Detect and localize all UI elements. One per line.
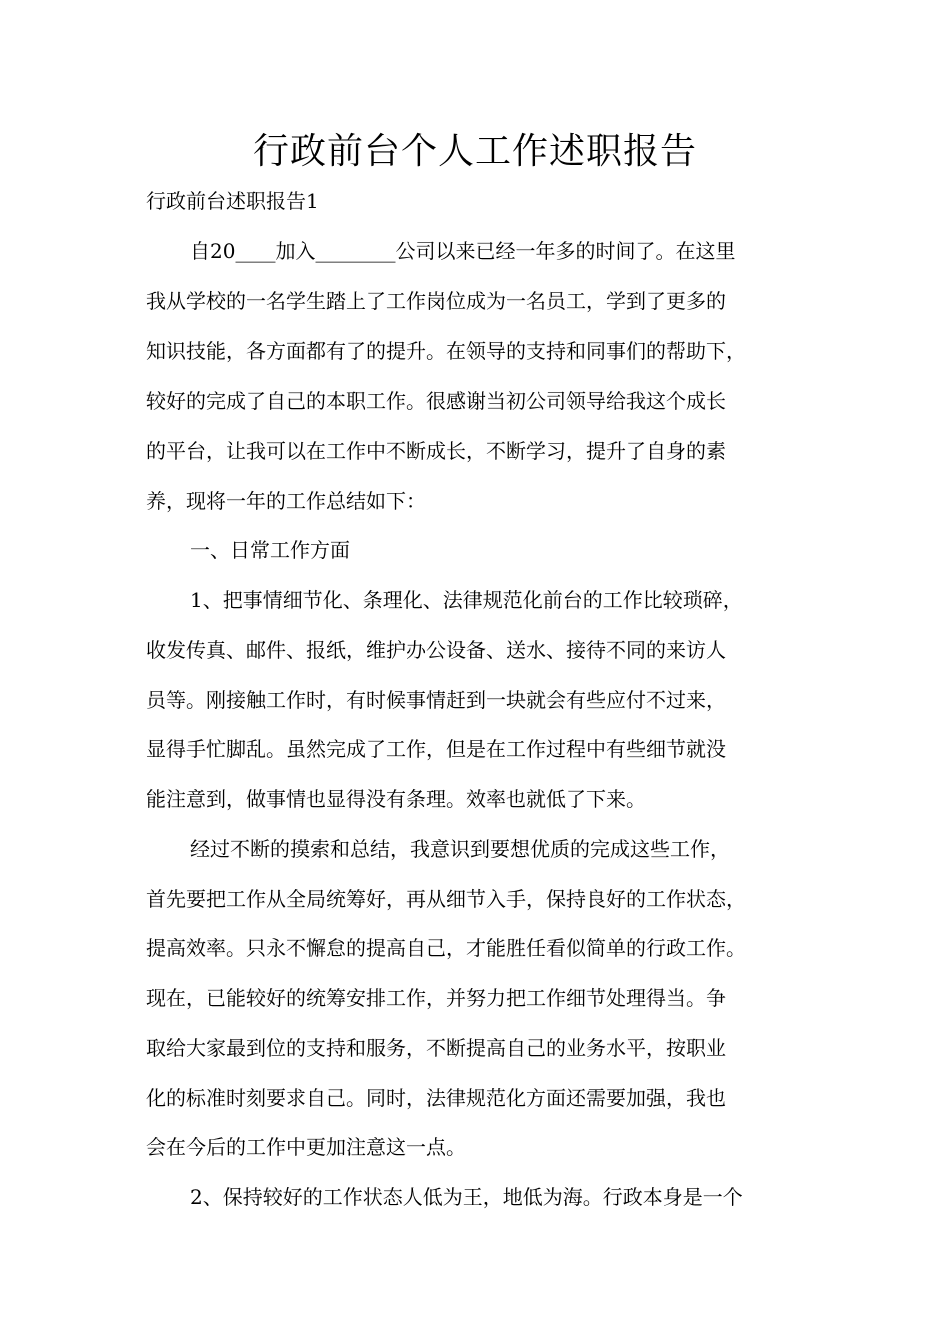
- section-heading: 一、日常工作方面: [190, 538, 350, 562]
- text-line: 的平台，让我可以在工作中不断成长，不断学习，提升了自身的素: [146, 439, 726, 463]
- text-line: 能注意到，做事情也显得没有条理。效率也就低了下来。: [146, 787, 646, 811]
- text-line: 知识技能，各方面都有了的提升。在领导的支持和同事们的帮助下，: [146, 339, 746, 363]
- text-line: 收发传真、邮件、报纸，维护办公设备、送水、接待不同的来访人: [146, 638, 726, 662]
- text-line: 显得手忙脚乱。虽然完成了工作，但是在工作过程中有些细节就没: [146, 737, 726, 761]
- text-line: 会在今后的工作中更加注意这一点。: [146, 1135, 466, 1159]
- text-line: 取给大家最到位的支持和服务，不断提高自己的业务水平，按职业: [146, 1036, 726, 1060]
- document-title: 行政前台个人工作述职报告: [252, 131, 697, 172]
- text-line: 自20____加入________公司以来已经一年多的时间了。在这里: [190, 239, 736, 263]
- text-line: 较好的完成了自己的本职工作。很感谢当初公司领导给我这个成长: [146, 389, 726, 413]
- text-line: 2、保持较好的工作状态人低为王，地低为海。行政本身是一个: [190, 1185, 743, 1209]
- text-line: 首先要把工作从全局统筹好，再从细节入手，保持良好的工作状态，: [146, 887, 746, 911]
- text-line: 化的标准时刻要求自己。同时，法律规范化方面还需要加强，我也: [146, 1086, 726, 1110]
- text-line: 经过不断的摸索和总结，我意识到要想优质的完成这些工作，: [190, 837, 730, 861]
- text-line: 养，现将一年的工作总结如下：: [146, 489, 426, 513]
- text-line: 员等。刚接触工作时，有时候事情赶到一块就会有些应付不过来，: [146, 688, 726, 712]
- text-line: 1、把事情细节化、条理化、法律规范化前台的工作比较琐碎，: [190, 588, 743, 612]
- text-line: 现在，已能较好的统筹安排工作，并努力把工作细节处理得当。争: [146, 986, 726, 1010]
- text-line: 我从学校的一名学生踏上了工作岗位成为一名员工，学到了更多的: [146, 289, 726, 313]
- section-title: 行政前台述职报告1: [146, 189, 319, 213]
- text-line: 提高效率。只永不懈怠的提高自己，才能胜任看似简单的行政工作。: [146, 936, 746, 960]
